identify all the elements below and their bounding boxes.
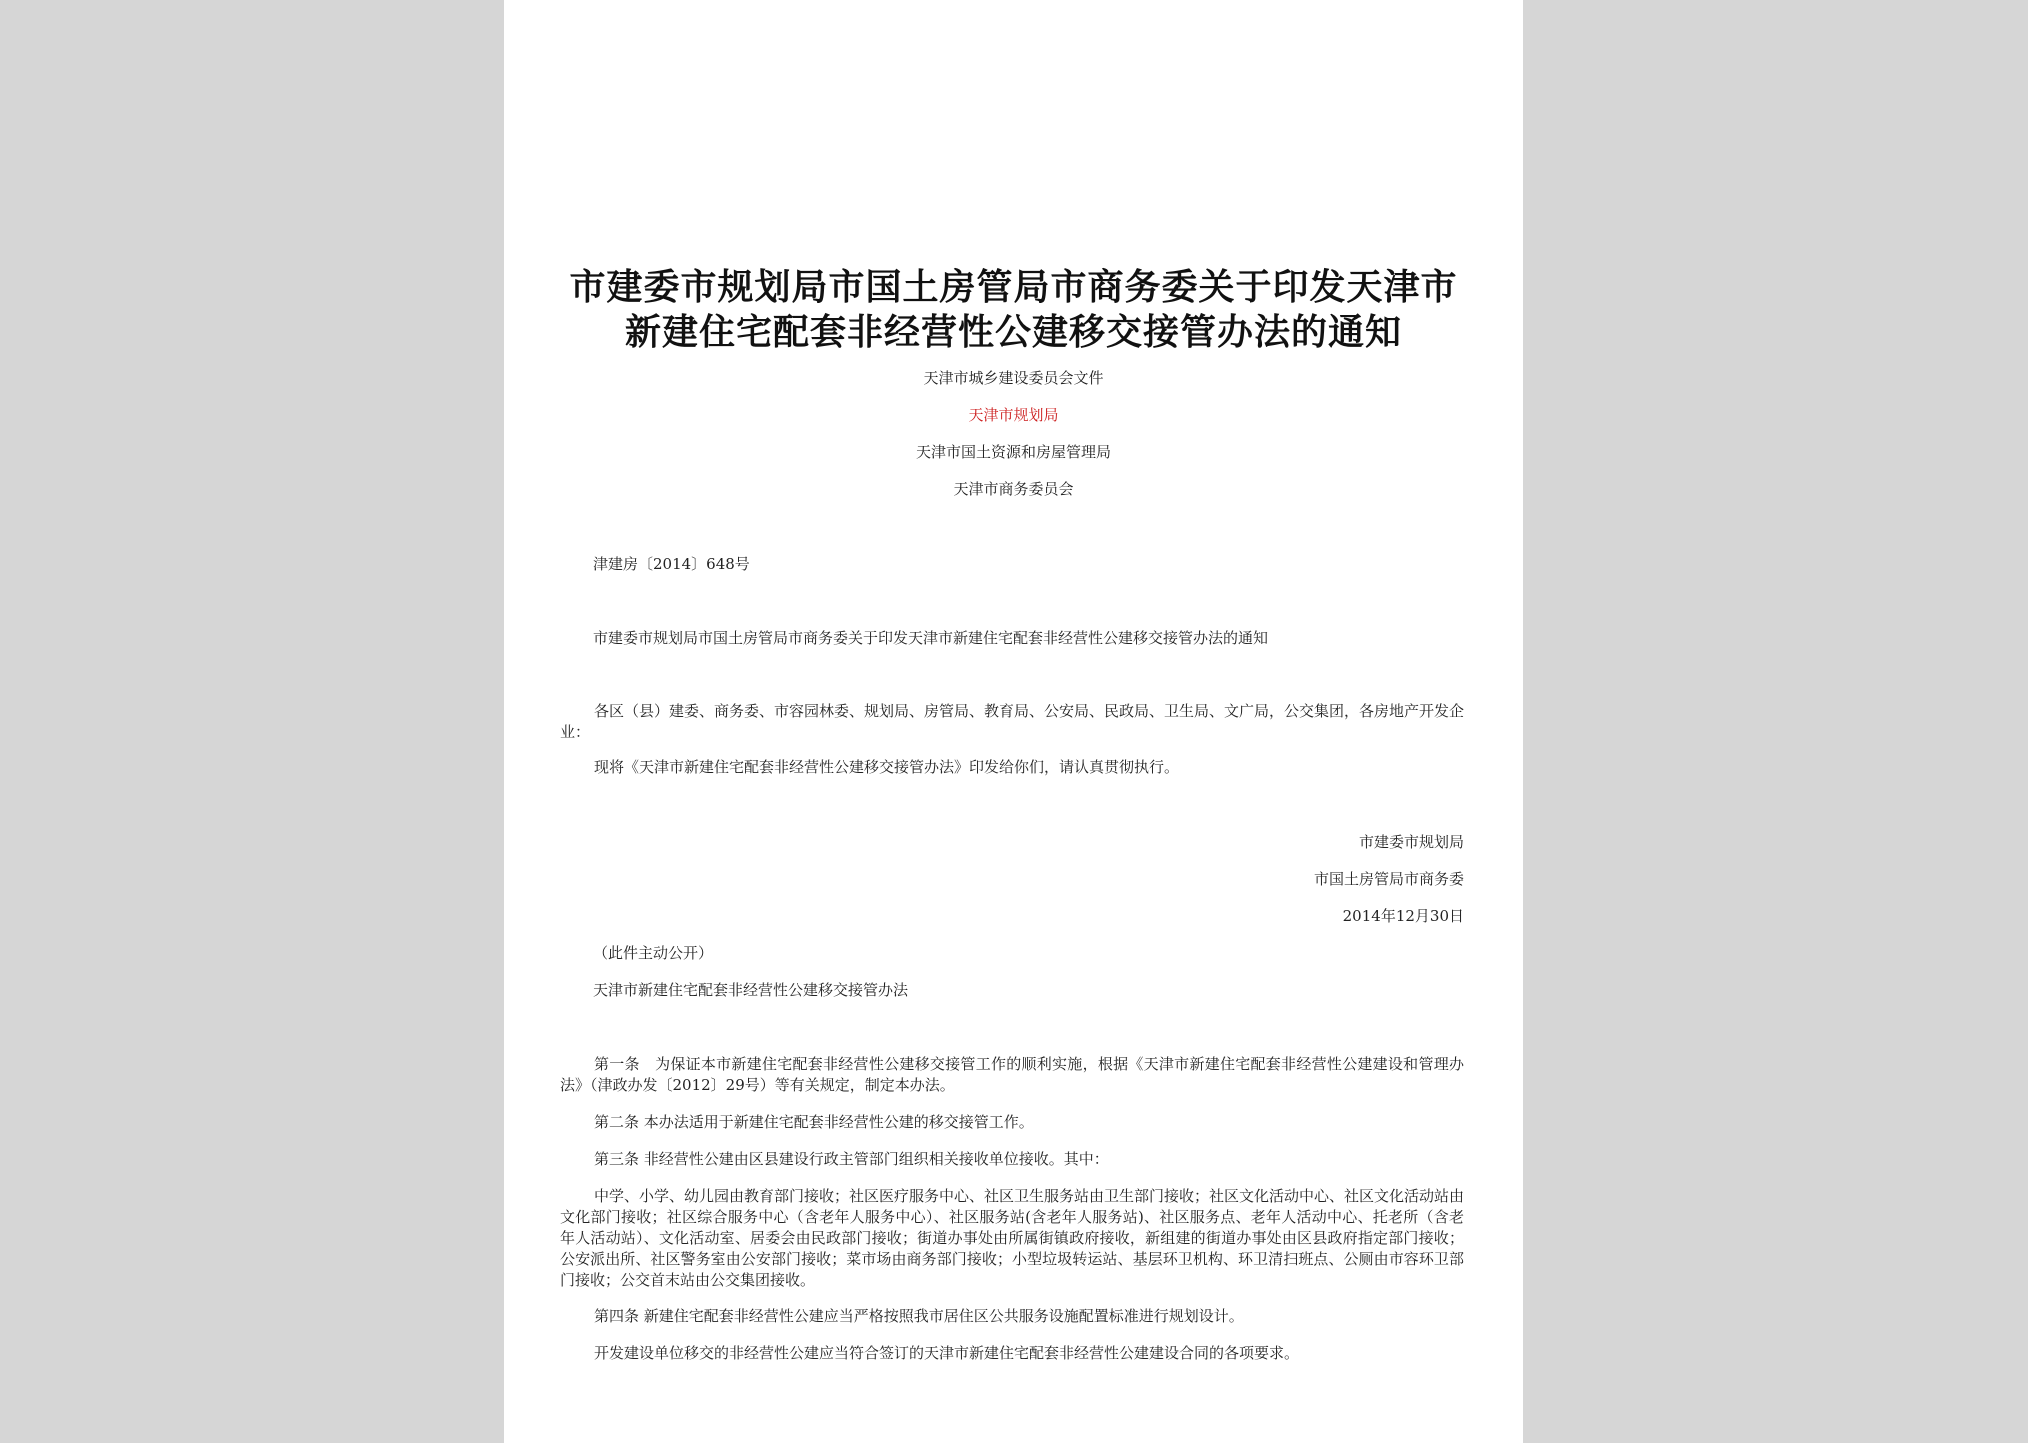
issuer-construction-committee: 天津市城乡建设委员会文件 xyxy=(923,369,1104,387)
article-4: 第四条 新建住宅配套非经营性公建应当严格按照我市居住区公共服务设施配置标准进行规划设计。 xyxy=(594,1307,1244,1325)
document-subject: 市建委市规划局市国土房管局市商务委关于印发天津市新建住宅配套非经营性公建移交接管办法的通知 xyxy=(593,629,1269,647)
instruction-paragraph: 现将《天津市新建住宅配套非经营性公建移交接管办法》印发给你们，请认真贯彻执行。 xyxy=(594,758,1180,776)
issuer-land-housing-bureau: 天津市国土资源和房屋管理局 xyxy=(915,443,1111,461)
attachment-title: 天津市新建住宅配套非经营性公建移交接管办法 xyxy=(593,981,909,999)
article-2: 第二条 本办法适用于新建住宅配套非经营性公建的移交接管工作。 xyxy=(594,1113,1034,1131)
signature-date: 2014年12月30日 xyxy=(1342,907,1464,925)
document-title-line2: 新建住宅配套非经营性公建移交接管办法的通知 xyxy=(624,311,1402,353)
article-3-detail: 中学、小学、幼儿园由教育部门接收；社区医疗服务中心、社区卫生服务站由卫生部门接收；社区文化活动中心、社区文化活动站由文化部门接收；社区综合服务中心（含老年人服务中心）、社区服务站(含老年人服务站)、社区服务点、老年人活动中心、托老所（含老年人活动站）、文化活动室、居委会由民政部门接收；街道办事处由所属街镇政府接收，新组建的街道办事处由区县政府指定部门接收；公安派出所、社区警务室由公安部门接收；菜市场由商务部门接收；小型垃圾转运站、基层环卫机构、环卫清扫班点、公厕由市容环卫部门接收；公交首末站由公交集团接收。 xyxy=(560,1187,1465,1289)
document-title-line1: 市建委市规划局市国土房管局市商务委关于印发天津市 xyxy=(569,266,1458,308)
signature-line2: 市国土房管局市商务委 xyxy=(1313,870,1464,888)
disclosure-note: （此件主动公开） xyxy=(593,944,714,962)
article-3: 第三条 非经营性公建由区县建设行政主管部门组织相关接收单位接收。其中： xyxy=(594,1150,1109,1168)
document-number: 津建房〔2014〕648号 xyxy=(593,555,750,573)
signature-line1: 市建委市规划局 xyxy=(1358,833,1464,851)
issuer-planning-bureau: 天津市规划局 xyxy=(968,406,1059,424)
article-4-detail: 开发建设单位移交的非经营性公建应当符合签订的天津市新建住宅配套非经营性公建建设合同的各项要求。 xyxy=(594,1344,1300,1362)
article-1: 第一条 为保证本市新建住宅配套非经营性公建移交接管工作的顺利实施，根据《天津市新建住宅配套非经营性公建建设和管理办法》（津政办发〔2012〕29号）等有关规定，制定本办法。 xyxy=(560,1055,1464,1094)
issuer-commerce-committee: 天津市商务委员会 xyxy=(953,480,1074,498)
document-page xyxy=(504,0,1523,1443)
recipients-paragraph: 各区（县）建委、商务委、市容园林委、规划局、房管局、教育局、公安局、民政局、卫生局、文广局，公交集团，各房地产开发企业： xyxy=(560,702,1465,741)
